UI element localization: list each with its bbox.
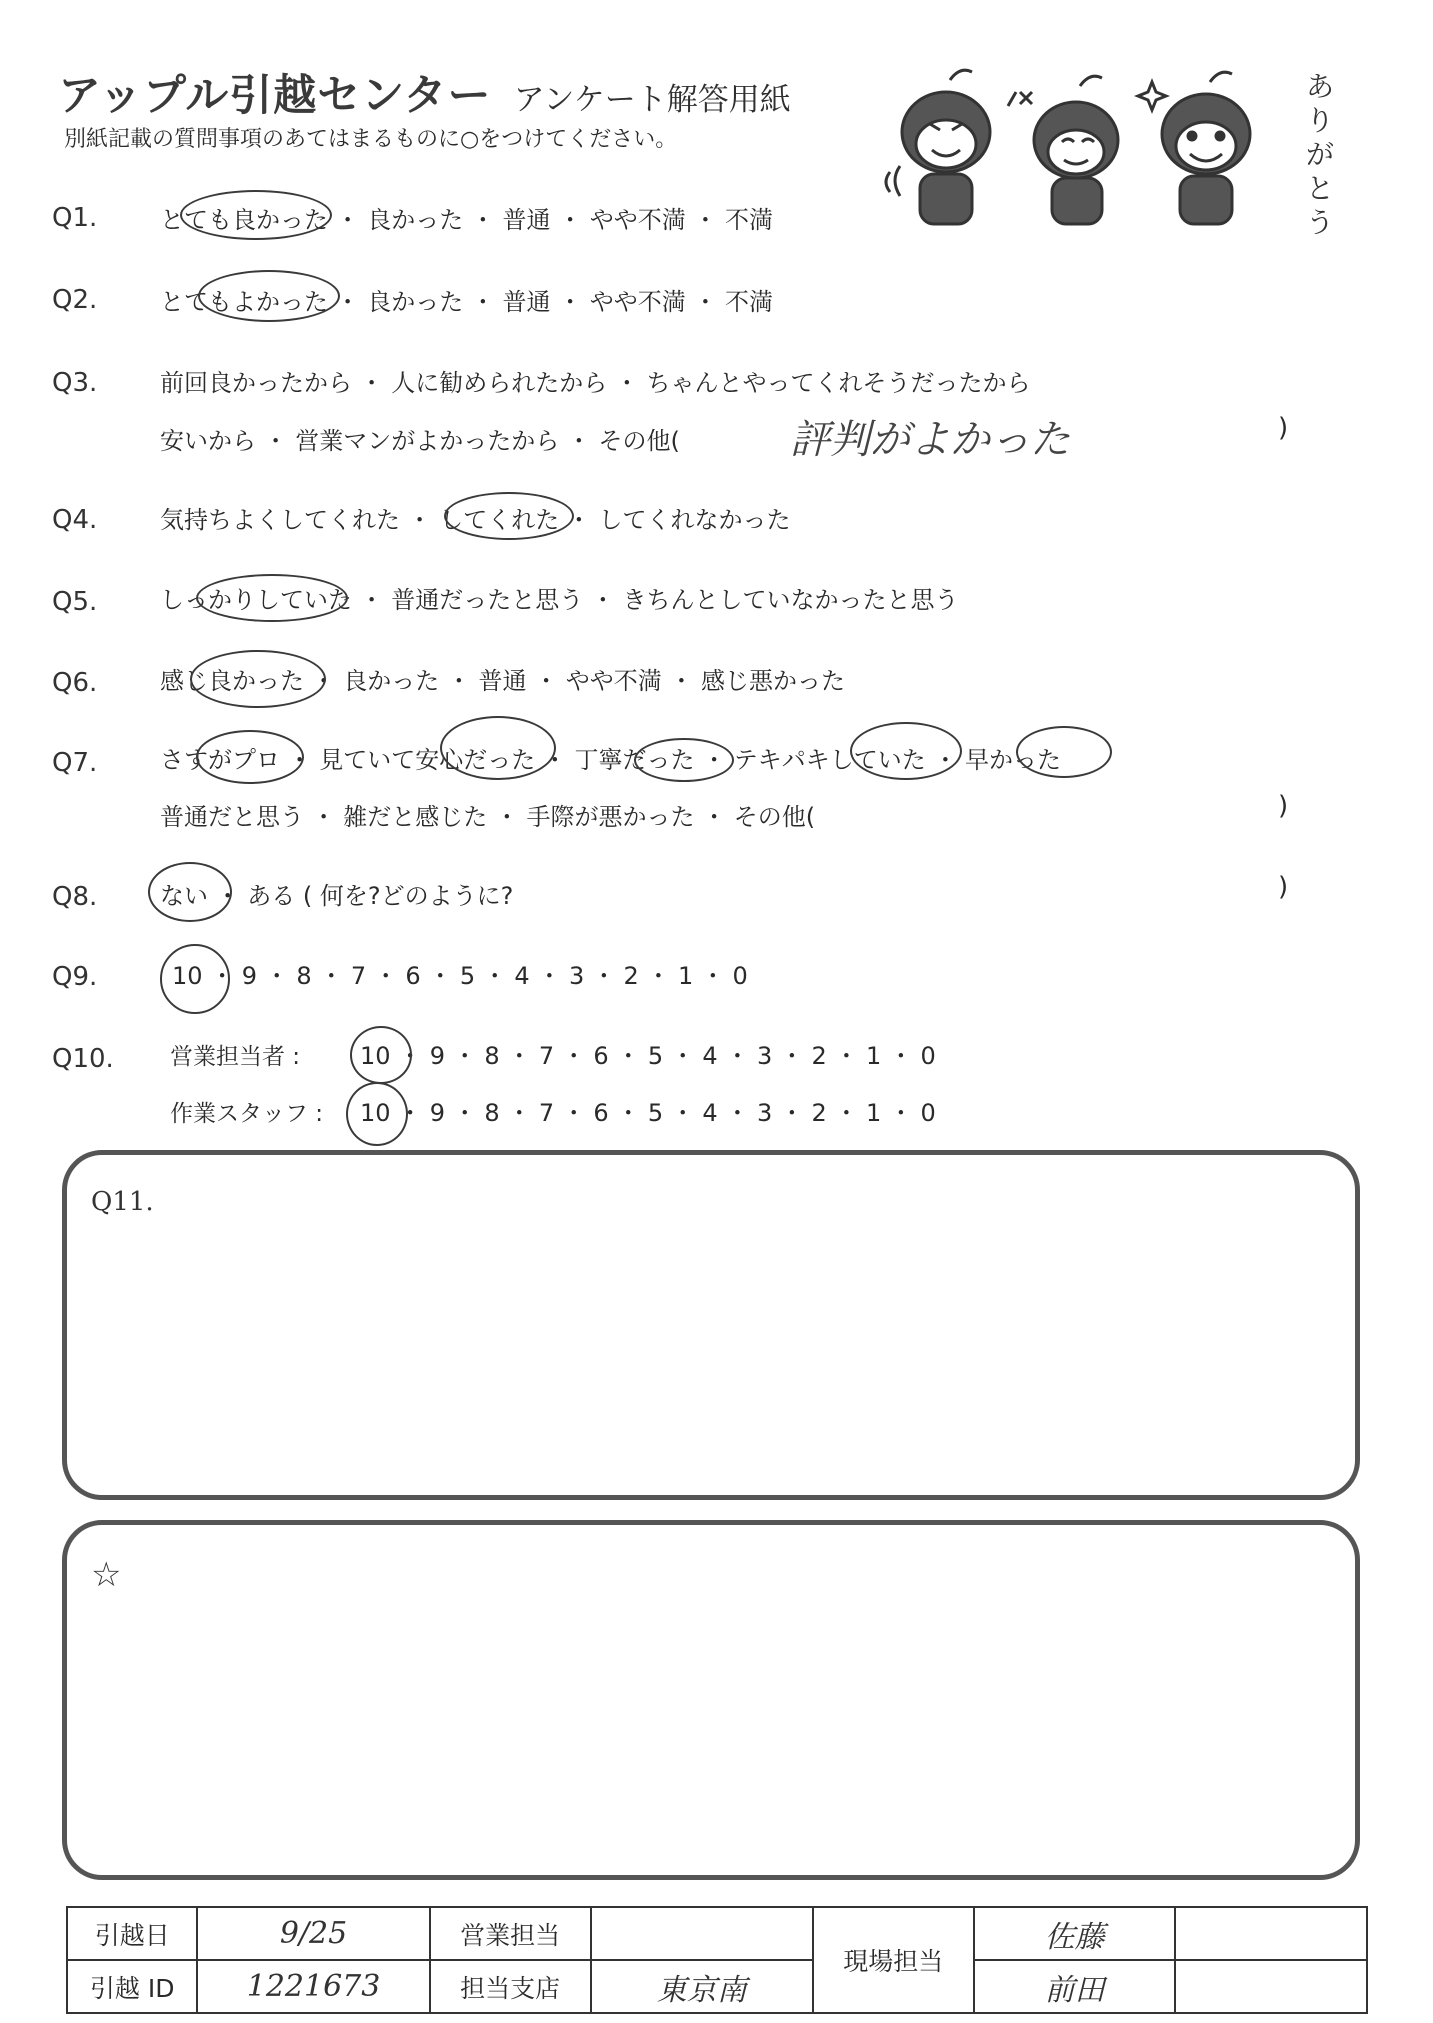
site-rep-label: 現場担当 [813, 1907, 974, 2013]
move-id-label: 引越 ID [67, 1960, 197, 2013]
q6-label: Q6. [52, 668, 98, 698]
monkey-mascot-1 [886, 70, 990, 224]
q7-answer-circle-4 [850, 722, 962, 780]
q10-sales-label: 営業担当者 : [170, 1044, 301, 1070]
q10-staff-label: 作業スタッフ : [170, 1101, 324, 1127]
monkey-mascot-3 [1138, 72, 1250, 224]
company-name: アップル引越センター [58, 71, 492, 121]
branch-value: 東京南 [591, 1960, 813, 2013]
q9-options: 10 ・ 9 ・ 8 ・ 7 ・ 6 ・ 5 ・ 4 ・ 3 ・ 2 ・ 1 ・ 0 [172, 962, 748, 990]
q8-label: Q8. [52, 882, 98, 912]
star-box-label: ☆ [91, 1555, 122, 1595]
q1-answer-circle [180, 190, 332, 240]
q5-label: Q5. [52, 587, 98, 617]
q7-options-line1: さすがプロ ・ 見ていて安心だった ・ 丁寧だった ・ テキパキしていた ・ 早かった [160, 746, 1062, 774]
q3-close-paren: ) [1278, 413, 1289, 443]
q2-answer-circle [198, 270, 340, 322]
site-rep-value-1: 佐藤 [974, 1907, 1176, 1960]
q4-answer-circle [444, 492, 574, 540]
q10-sales-answer-circle [350, 1026, 412, 1084]
q10-sales-options: 10 ・ 9 ・ 8 ・ 7 ・ 6 ・ 5 ・ 4 ・ 3 ・ 2 ・ 1 ・ 0 [360, 1042, 936, 1070]
site-rep-empty-1 [1175, 1907, 1367, 1960]
q4-options: 気持ちよくしてくれた ・ してくれた ・ してくれなかった [160, 506, 791, 534]
site-rep-value-2: 前田 [974, 1960, 1176, 2013]
star-comment-box[interactable] [62, 1520, 1360, 1880]
q7-options-line2: 普通だと思う ・ 雑だと感じた ・ 手際が悪かった ・ その他( [160, 803, 816, 831]
q10-staff-answer-circle [346, 1082, 408, 1146]
thanks-text: ありがとう [1305, 70, 1334, 239]
q3-options-line2: 安いから ・ 営業マンがよかったから ・ その他( [160, 427, 680, 455]
q7-answer-circle-1 [196, 730, 304, 784]
q8-answer-circle [148, 862, 232, 922]
q1-options: とても良かった ・ 良かった ・ 普通 ・ やや不満 ・ 不満 [160, 206, 774, 234]
q2-label: Q2. [52, 285, 98, 315]
q7-answer-circle-2 [440, 716, 556, 780]
sales-rep-value [591, 1907, 813, 1960]
q6-options: 感じ良かった ・ 良かった ・ 普通 ・ やや不満 ・ 感じ悪かった [160, 667, 846, 695]
q7-label: Q7. [52, 748, 98, 778]
form-title [58, 62, 791, 123]
q2-options: とてもよかった ・ 良かった ・ 普通 ・ やや不満 ・ 不満 [160, 288, 774, 316]
q8-options: ない ・ ある ( 何を?どのように? [160, 882, 514, 910]
monkey-mascot-2 [1008, 76, 1118, 224]
q7-answer-circle-3 [634, 738, 734, 782]
move-date-value: 9/25 [197, 1907, 429, 1960]
q3-label: Q3. [52, 368, 98, 398]
q7-answer-circle-5 [1016, 726, 1112, 778]
q6-answer-circle [190, 650, 326, 708]
q1-label: Q1. [52, 203, 98, 233]
instruction-text: 別紙記載の質問事項のあてはまるものに○をつけてください。 [64, 127, 678, 152]
q10-label: Q10. [52, 1044, 114, 1074]
q3-handwritten-other: 評判がよかった [790, 417, 1070, 463]
q8-close-paren: ) [1278, 872, 1289, 902]
branch-label: 担当支店 [430, 1960, 591, 2013]
move-date-label: 引越日 [67, 1907, 197, 1960]
q5-answer-circle [196, 574, 348, 622]
footer-info-table [66, 1906, 1368, 2014]
q10-staff-options: 10 ・ 9 ・ 8 ・ 7 ・ 6 ・ 5 ・ 4 ・ 3 ・ 2 ・ 1 ・ 0 [360, 1099, 936, 1127]
q5-options: しっかりしていた ・ 普通だったと思う ・ きちんとしていなかったと思う [160, 586, 959, 614]
move-id-value: 1221673 [197, 1960, 429, 2013]
site-rep-empty-2 [1175, 1960, 1367, 2013]
q9-answer-circle [160, 944, 230, 1014]
q9-label: Q9. [52, 962, 98, 992]
sales-rep-label: 営業担当 [430, 1907, 591, 1960]
q7-close-paren: ) [1278, 791, 1289, 821]
monkey-mascots-illustration [880, 62, 1320, 237]
q11-box-label: Q11. [91, 1187, 154, 1217]
q3-options-line1: 前回良かったから ・ 人に勧められたから ・ ちゃんとやってくれそうだったから [160, 369, 1031, 397]
form-subtitle: アンケート解答用紙 [513, 82, 791, 118]
q4-label: Q4. [52, 505, 98, 535]
q11-comment-box[interactable] [62, 1150, 1360, 1500]
